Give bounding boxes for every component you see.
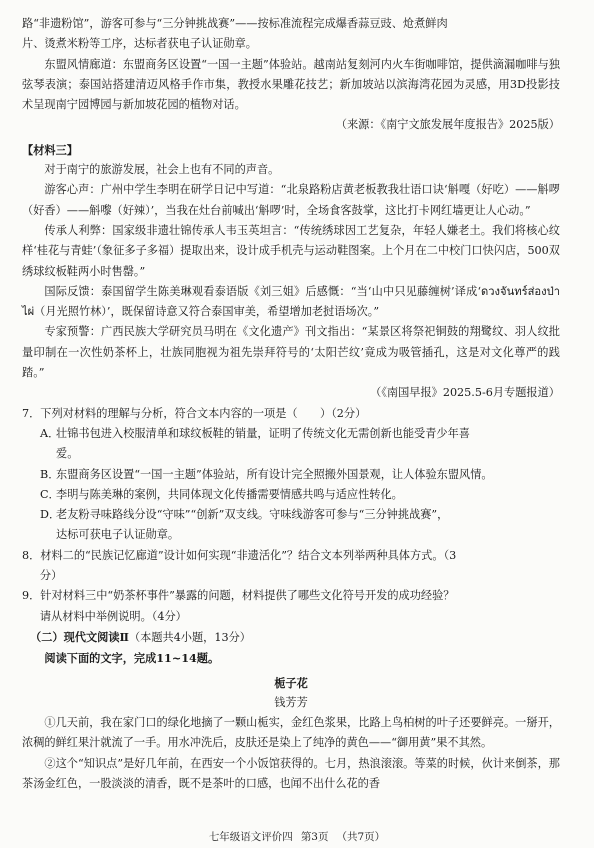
eastern-corridor-label: 东盟风情廊道 bbox=[44, 57, 112, 71]
page-footer bbox=[0, 830, 594, 844]
section-2-heading bbox=[22, 627, 560, 648]
material-3-intro: 对于南宁的旅游发展，社会上也有不同的声音。 bbox=[44, 163, 280, 177]
option-letter: B． bbox=[40, 467, 60, 481]
voice-paragraph bbox=[22, 282, 560, 323]
footer-total: （共7页） bbox=[336, 831, 386, 843]
question-7-option-a-cont: 爱。 bbox=[56, 447, 79, 461]
question-7-option-a[interactable] bbox=[22, 424, 560, 444]
voice-text: ：广州中学生李明在研学日记中写道：“北泉路粉店黄老板教我壮语口诀‘斛嘎（好吃）——斛啰（好香）——斛嚟（好辣）’，当我在灶台前喊出‘斛啰’时，全场食客鼓掌，这比打卡网红墙更让人心动。” bbox=[22, 183, 560, 217]
option-letter: D． bbox=[40, 508, 61, 522]
material-3-source: （《南国早报》2025.5-6月专题报道） bbox=[370, 386, 560, 400]
source-1: （来源：《南宁文旅发展年度报告》2025版） bbox=[335, 118, 560, 132]
voice-text: ：泰国留学生陈美琳观看泰语版《刘三姐》后感慨：“当‘山中只见藤缠树’译成‘ดวงจันทร์ส่องป่าไผ่（月光照竹林）’，既保留诗意又符合泰国审美，希望增加老挝语场次。” bbox=[22, 284, 560, 319]
story-paragraph-1: ①几天前，我在家门口的绿化地摘了一颗山栀实，金红色浆果，比路上鸟柏树的叶子还要鲜亮。一掰开，浓稠的鲜红果汁就流了一手。用水冲洗后，皮肤还是染上了纯净的黄色——“御用黄”果不其然。 bbox=[22, 716, 560, 750]
question-7-option-b[interactable] bbox=[22, 465, 560, 485]
eastern-corridor-paragraph bbox=[22, 55, 560, 116]
voice-text: ：国家级非遗壮锦传承人韦玉英坦言：“传统绣球因工艺复杂，年轻人嫌老土。我们将核心纹样‘桂花与青蛙’（象征多子多福）提取出来，设计成手机壳与运动鞋图案。上个月在二中校门口快闪店，500双绣球纹板鞋两小时售罄。” bbox=[22, 223, 560, 278]
section-2-title: （二）现代文阅读Ⅱ bbox=[30, 629, 129, 644]
question-7-option-d[interactable] bbox=[22, 505, 560, 525]
option-text: 壮锦书包进入校服清单和球纹板鞋的销量，证明了传统文化无需创新也能受青少年喜 bbox=[56, 426, 470, 440]
voice-paragraph bbox=[22, 180, 560, 221]
option-letter: A． bbox=[40, 426, 60, 440]
voice-label: 国际反馈 bbox=[44, 284, 90, 298]
voice-label: 专家预警 bbox=[44, 325, 90, 339]
eastern-corridor-text: ：东盟商务区设置“一国一主题”体验站。越南站复刻河内火车街咖啡馆，提供滴漏咖啡与独弦琴表演；泰国站搭建清迈风格手作市集，教授水果雕花技艺；新加坡站以滨海湾花园为灵感，用3D投影技术呈现南宁园博园与新加坡花园的植物对话。 bbox=[22, 57, 560, 112]
option-text: 东盟商务区设置“一国一主题”体验站，所有设计完全照搬外国景观，让人体验东盟风情。 bbox=[56, 467, 493, 481]
voice-label: 游客心声 bbox=[44, 183, 90, 197]
voice-label: 传承人利弊 bbox=[44, 223, 102, 237]
question-8-line-1: 8．材料二的“民族记忆廊道”设计如何实现“非遗活化”？结合文本列举两种具体方式。（3 bbox=[22, 548, 457, 562]
voice-paragraph bbox=[22, 322, 560, 383]
story-title: 栀子花 bbox=[274, 675, 308, 690]
material-3-title: 【材料三】 bbox=[22, 142, 78, 157]
option-letter: C． bbox=[40, 487, 60, 501]
section-2-detail: （本题共4小题，13分） bbox=[128, 630, 251, 644]
question-7-stem: 7．下列对材料的理解与分析，符合文本内容的一项是（ ）（2分） bbox=[22, 406, 367, 420]
question-8-line-2: 分） bbox=[39, 569, 63, 583]
intro-line-2: 片、烫煮米粉等工序，达标者获电子认证勋章。 bbox=[22, 37, 257, 51]
option-text: 老友粉寻味路线分设“守味”“创新”双支线。守味线游客可参与“三分钟挑战赛”， bbox=[56, 508, 449, 522]
story-paragraph-2: ②这个“知识点”是好几年前，在西安一个小饭馆获得的。七月，热浪滚滚。等菜的时候，伙计来倒茶，那茶汤金红色，一股淡淡的清香，既不是茶叶的口感，也闻不出什么花的香 bbox=[22, 756, 560, 790]
question-7-option-d-cont: 达标可获电子认证勋章。 bbox=[56, 528, 180, 542]
option-text: 李明与陈美琳的案例，共同体现文化传播需要情感共鸣与适应性转化。 bbox=[56, 487, 403, 501]
question-9-line-2: 请从材料中举例说明。（4分） bbox=[39, 609, 187, 623]
footer-page: 第3页 bbox=[300, 831, 329, 843]
story-author: 钱芳芳 bbox=[274, 695, 308, 709]
voice-paragraph bbox=[22, 221, 560, 282]
question-7-option-c[interactable] bbox=[22, 485, 560, 505]
footer-course: 七年级语文评价四 bbox=[208, 831, 293, 843]
section-2-instruction: 阅读下面的文字，完成11~14题。 bbox=[44, 651, 220, 666]
question-9-line-1: 9．针对材料三中“奶茶杯事件”暴露的问题，材料提供了哪些文化符号开发的成功经验？ bbox=[22, 589, 455, 603]
voice-text: ：广西民族大学研究员马明在《文化遗产》刊文指出：“某景区将祭祀铜鼓的翔鹭纹、羽人纹批量印制在一次性奶茶杯上，壮族同胞视为祖先崇拜符号的‘太阳芒纹’竟成为吸管插孔，这是对文化尊严的践踏。” bbox=[22, 325, 560, 380]
intro-line-1: 路“非遗粉馆”，游客可参与“三分钟挑战赛”——按标准流程完成爆香蒜豆豉、炝煮鲜肉 bbox=[22, 17, 448, 30]
